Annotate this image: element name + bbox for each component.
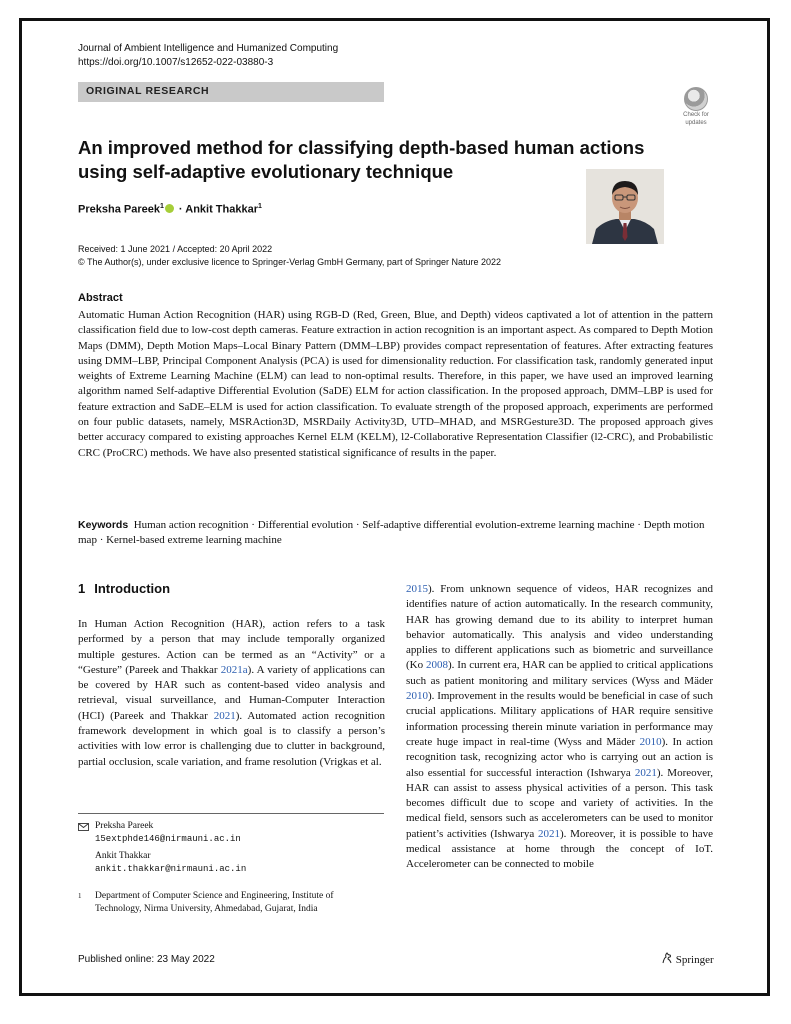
author-name[interactable]: Preksha Pareek [78,203,160,216]
footnote-author-email[interactable]: ankit.thakkar@nirmauni.ac.in [95,864,247,874]
corresponding-author-1 [95,820,241,846]
journal-name: Journal of Ambient Intelligence and Humanized Computing [78,43,339,54]
citation-link[interactable]: 2021 [538,827,560,840]
envelope-icon [78,823,89,831]
affiliation-marker: 1 [258,203,262,210]
check-updates-line1: Check for [683,112,709,118]
published-online: Published online: 23 May 2022 [78,954,215,965]
body-text: ). Automated action recognition framework development in which goal is to classify a person’s activities with low error is challenging due to clutter in background, partial occlusion, scale variation, and frame resolution (Vrigkas et al. [78,709,385,768]
body-text: ). Moreover, it is possible to have medical assistance at home through the concept of IoT. Accelerometer can be connected to mobile [406,827,713,871]
footnote-author-name: Preksha Pareek [95,821,154,831]
author-separator: · [178,203,183,216]
doi-link[interactable]: https://doi.org/10.1007/s12652-022-03880-3 [78,57,274,68]
publisher-mark [661,952,714,966]
footnote-author-name: Ankit Thakkar [95,851,151,861]
check-updates-line2: updates [685,119,707,126]
springer-horse-icon [661,952,673,964]
body-text: ). In action recognition task, recognizing actor who is carrying out an action is also essential for successful interaction (Ishwarya [406,735,713,779]
citation-link[interactable]: 2010 [639,735,662,748]
abstract-text: Automatic Human Action Recognition (HAR) using RGB-D (Red, Green, Blue, and Depth) videos captivated a lot of attention in the pattern classification field due to low-cost depth cameras. Feature extraction in action recognition is an important aspect. As compared to Depth Motion Maps (DMM), Depth Motion Maps–Local Binary Pattern (DMM–LBP) provides compact representation of features. After extracting features using DMM–LBP, Principal Component Analysis (PCA) is used for dimensionality reduction. For classification task, randomly generated input weights of Extreme Learning Machine (ELM) can lead to non-optimal results. Therefore, in this paper, we have used an improved learning algorithm named Self-adaptive Differential Evolution (SaDE) ELM for action classification. In the proposed approach, DMM–LBP is used for feature extraction and SaDE–ELM is used for action classification. To evaluate strength of the proposed approach, experiments are performed on four public datasets, namely, MSRAction3D, MSRDaily Activity3D, UTD–MHAD, and MSRGesture3D. The proposed approach gives better accuracy compared to existing approaches Kernel ELM (KELM), l2-Collaborative Representation Classifier (l2-CRC), and Probabilistic CRC (ProCRC) methods. We have also presented statistical significance of results in the paper. [78,309,713,459]
check-for-updates-badge[interactable] [679,87,713,126]
abstract-heading: Abstract [78,292,123,304]
article-title: An improved method for classifying depth-based human actions using self-adaptive evolutionary technique [78,137,645,182]
keywords-list: Human action recognition · Differential evolution · Self-adaptive differential evolution-extreme learning machine · Depth motion map · Kernel-based extreme learning machine [78,519,705,547]
check-updates-icon [684,87,708,111]
citation-link[interactable]: 2021 [634,766,657,779]
corresponding-author-2 [95,850,246,876]
citation-link[interactable]: 2021a [220,663,248,676]
publisher-name: Springer [675,954,714,966]
section-banner [78,82,384,102]
body-text: ). Improvement in the results would be beneficial in case of such crucial applications. Military applications of HAR require sensitive information processing therein minute variation in performance may create huge impact in real-time (Wyss and Mäder [406,690,713,748]
section-title: Introduction [94,581,171,596]
citation-link[interactable]: 2015 [406,583,428,595]
copyright-line: © The Author(s), under exclusive licence to Springer-Verlag GmbH Germany, part of Springer Nature 2022 [78,257,501,267]
keywords-label: Keywords [78,519,129,531]
body-text: ). Moreover, HAR can assist to assess physical activities of a person. This task becomes difficult due to scope and variety of activities. In the medical field, sensors such as accelerometers can be used to monitor patient’s activities (Ishwarya [406,766,713,840]
body-column-right [406,582,713,873]
author-photo [586,169,664,244]
body-text: ). A variety of applications can be covered by HAR such as content-based video analysis and retrieval, visual surveillance, and Human-Computer Interaction (HCI) (Pareek and Thakkar [78,663,385,722]
body-text: In Human Action Recognition (HAR), action refers to a task performed by a person that may include temporally organized multiple gestures. Action can be termed as an “Activity” or a “Gesture” (Pareek and Thakkar [78,618,385,676]
body-column-left [78,617,385,770]
received-accepted: Received: 1 June 2021 / Accepted: 20 April 2022 [78,244,273,254]
footnote-author-email[interactable]: 15extphde146@nirmauni.ac.in [95,834,241,844]
orcid-icon[interactable] [165,204,174,213]
body-text: ). In current era, HAR can be applied to critical applications such as patient monitoring and military services (Wyss and Mäder [406,659,713,687]
affiliation-marker: 1 [159,203,164,210]
body-text: ). From unknown sequence of videos, HAR recognizes and identifies nature of action automatically. In the research community, HAR has growing demand due to its ability to interpret human behavior automatically. This analysis and video understanding applies to different applications such as biometric and surveillance (Ko [406,583,713,672]
footnote-rule [78,813,384,814]
keywords [78,518,713,549]
citation-link[interactable]: 2010 [406,690,428,703]
journal-header [78,42,338,70]
affiliation-text: Department of Computer Science and Engineering, Institute of Technology, Nirma University, Ahmedabad, Gujarat, India [95,891,334,914]
citation-link[interactable]: 2008 [425,659,448,672]
author-list [78,203,262,216]
affiliation-number: 1 [78,892,82,900]
section-heading [78,581,170,596]
section-number: 1 [78,581,86,596]
article-type-label: ORIGINAL RESEARCH [86,85,210,97]
author-name[interactable]: Ankit Thakkar [185,203,258,216]
article-dates [78,243,501,269]
citation-link[interactable]: 2021 [213,709,236,722]
